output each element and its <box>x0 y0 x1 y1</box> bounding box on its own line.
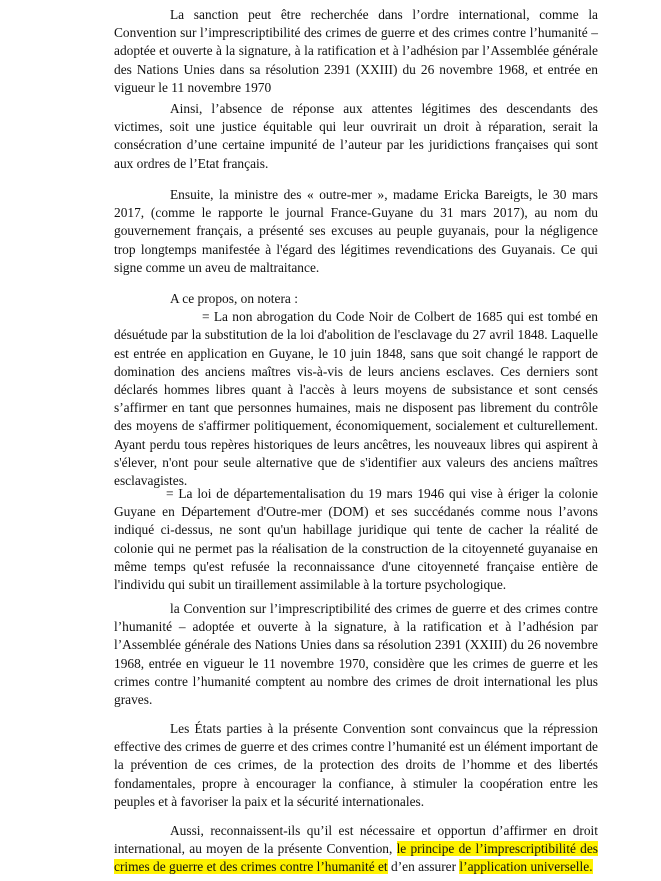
list-item-code-noir <box>114 308 598 490</box>
paragraph-departementalisation-text: = La loi de départementalisation du 19 mars 1946 qui vise à ériger la colonie Guyane en Département d'Outre-mer (DOM) et ses succédanés comme nous l’avons indiqué ci-dessus, ne sont qu'un habillage juridique qui tente de cacher la réalité de colonie qui ne permet pas la réalisation de la construction de la citoyenneté guyanaise en même temps qu'est refusée la reconnaissance d'une citoyenneté française entière de l'individu qui subit un tiraillement assimilable à la torture psychologique. <box>114 486 598 593</box>
a-ce-propos-intro-text: A ce propos, on notera : <box>170 291 298 306</box>
paragraph-aussi-text-b: d’en assurer <box>387 859 460 875</box>
paragraph-ainsi-text: Ainsi, l’absence de réponse aux attentes légitimes des descendants des victimes, soit une justice équitable qui leur ouvrirait un droit à réparation, serait la consécration d’une certaine impunité de l’auteur par les juridictions françaises qui sont aux ordres de l’Etat français. <box>114 101 598 171</box>
paragraph-etats-parties-text: Les États parties à la présente Convention sont convaincus que la répression effective des crimes de guerre et des crimes contre l’humanité est un élément important de la prévention de ces crimes, de la protection des droits de l’homme et des libertés fondamentales, propre à encourager la confiance, à stimuler la coopération entre les peuples et à favoriser la paix et la sécurité internationales. <box>114 721 598 809</box>
paragraph-etats-parties <box>114 720 598 811</box>
highlight-application-universelle: l’application universelle. <box>459 859 593 875</box>
paragraph-convention <box>114 600 598 709</box>
paragraph-aussi-text-a: Aussi, reconnaissent-ils qu’il est nécessaire et opportun d’affirmer en droit international, au moyen de la présente Convention, <box>114 823 598 857</box>
paragraph-ainsi <box>114 100 598 173</box>
paragraph-ensuite-text: Ensuite, la ministre des « outre-mer », madame Ericka Bareigts, le 30 mars 2017, (comme le rapporte le journal France-Guyane du 31 mars 2017), au nom du gouvernement français, a présenté ses excuses au peuple guyanais, pour la négligence trop longtemps manifestée à l'égard des légitimes revendications des Guyanais. Ce qui signe comme un aveu de maltraitance. <box>114 187 598 275</box>
highlight-imprescriptibilite: le principe de l’imprescriptibilité des crimes de guerre et des crimes contre l’humanité et <box>114 841 598 875</box>
paragraph-a-ce-propos <box>114 290 598 490</box>
a-ce-propos-intro <box>114 290 598 308</box>
paragraph-convention-text: la Convention sur l’imprescriptibilité des crimes de guerre et des crimes contre l’humanité – adoptée et ouverte à la signature, à la ratification et à l’adhésion par l’Assemblée générale des Nations Unies dans sa résolution 2391 (XXIII) du 26 novembre 1968, entrée en vigueur le 11 novembre 1970, considère que les crimes de guerre et les crimes contre l’humanité comptent au nombre des crimes de droit international les plus graves. <box>114 601 598 708</box>
paragraph-departementalisation <box>114 485 598 594</box>
paragraph-aussi <box>114 822 598 877</box>
paragraph-sanction-text: La sanction peut être recherchée dans l’ordre international, comme la Convention sur l’imprescriptibilité des crimes de guerre et des crimes contre l’humanité – adoptée et ouverte à la signature, à la ratification et à l’adhésion par l’Assemblée générale des Nations Unies dans sa résolution 2391 (XXIII) du 26 novembre 1968, et entrée en vigueur le 11 novembre 1970 <box>114 7 598 95</box>
paragraph-sanction <box>114 6 598 97</box>
list-item-code-noir-text: = La non abrogation du Code Noir de Colbert de 1685 qui est tombé en désuétude par la substitution de la loi d'abolition de l'esclavage du 27 avril 1848. Laquelle est entrée en application en Guyane, le 10 juin 1848, sans que soit changé le rapport de domination des anciens maîtres vis-à-vis de leurs anciens esclaves. Ces derniers sont déclarés hommes libres quant à l'accès à leurs moyens de subsistance et sont censés s’affirmer en tant que personnes humaines, mais ne disposent pas librement du contrôle des moyens de s'affirmer politiquement, économiquement, socialement et culturellement. Ayant perdu tous repères historiques de leurs ancêtres, les nouveaux libres qui aspirent à s'élever, n'ont pour seule alternative que de s'identifier aux valeurs des anciens maîtres esclavagistes. <box>114 309 598 489</box>
paragraph-ensuite <box>114 186 598 277</box>
